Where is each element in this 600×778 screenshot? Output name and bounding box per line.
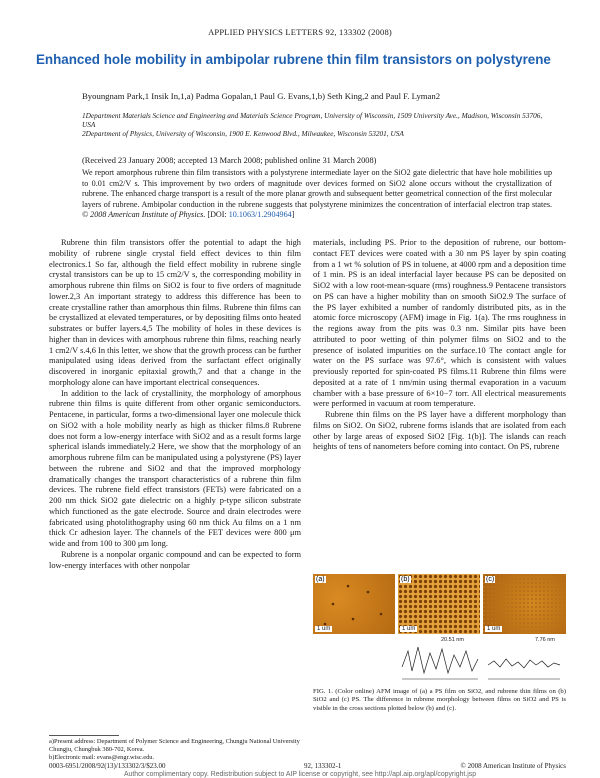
abstract-body: We report amorphous rubrene thin film transistors with a polystyrene intermediate layer on the SiO2 gate dielectric that have hole mobilities up to 0.01 cm2/V s. This improvement by two orders of magnitude over devices formed on SiO2 alone occurs without the crystallization of rubrene. The enhanced charge transport is a result of the more planar growth and subsequent better geometrical connection of the first molecular layers of rubrene. Ambipolar conduction in the rubrene suggests that polystyrene minimizes the concentration of interfacial electron trap states. (82, 168, 552, 209)
paragraph: materials, including PS. Prior to the deposition of rubrene, our bottom-contact FET devices were coated with a 30 nm PS layer by spin coating from a 1 wt % solution of PS in toluene, at 4000 rpm and a deposition time of 1 min. PS is an ideal interfacial layer because PS can be deposited on SiO2 with a low root-mean-square (rms) roughness.9 Pentacene transistors on PS can have a higher mobility than on smooth SiO2.9 The surface of the PS layer exhibited a number of randomly distributed pits, as in the atomic force microscopy (AFM) image in Fig. 1(a). The rms roughness in the regions away from the pits was 0.3 nm. Similar pits have been attributed to poor wetting of thin polymer films on SiO2 and to the presence of isolated impurities on the surface.10 The contact angle for water on the PS surface was 97.6°, which is consistent with values previously reported for spin-coated PS films.11 Rubrene thin films were deposited at a rate of 1 nm/min using thermal evaporation in a vacuum chamber with a base pressure of 6×10−7 torr. All electrical measurements were performed in vacuum at room temperature. (313, 238, 566, 409)
afm-panel-b (398, 574, 480, 634)
afm-panel-c (483, 574, 566, 634)
profile-label-c: 7.76 nm (535, 637, 555, 643)
abstract (82, 168, 552, 221)
cross-section-profiles (398, 637, 566, 685)
doi-suffix: ] (291, 210, 295, 220)
journal-header: APPLIED PHYSICS LETTERS 92, 133302 (2008) (208, 27, 392, 37)
paragraph: Rubrene thin films on the PS layer have a different morphology than films on SiO2. On SiO2, rubrene forms islands that are isolated from each other by large areas of exposed SiO2 [Fig. 1(b)]. The islands can reach heights of tens of nanometers before coming into contact. On PS, rubrene (313, 410, 566, 452)
footnote-a: a)Present address: Department of Polymer Science and Engineering, Chungju National University Chungju, Chungbuk 380-702, Korea. (49, 738, 300, 753)
footer-page: 92, 133302-1 (304, 762, 342, 770)
footnotes (49, 738, 301, 762)
paper-title: Enhanced hole mobility in ambipolar rubrene thin film transistors on polystyrene (36, 52, 551, 67)
scale-bar: 1 um (487, 626, 501, 632)
scale-bar: 1 um (402, 626, 416, 632)
doi-prefix: [DOI: (207, 210, 229, 220)
redistribution-notice: Author complimentary copy. Redistribution subject to AIP license or copyright, see http://apl.aip.org/apl/copyright.jsp (123, 771, 477, 778)
received-dates: (Received 23 January 2008; accepted 13 March 2008; published online 31 March 2008) (82, 156, 377, 165)
affiliation-2: 2Department of Physics, University of Wisconsin, 1900 E. Kenwood Blvd., Milwaukee, Wisconsin 53201, USA (82, 129, 404, 139)
afm-texture-b (398, 574, 480, 634)
paragraph: Rubrene is a nonpolar organic compound and can be expected to form low-energy interfaces with other nonpolar (49, 549, 301, 570)
left-column (49, 238, 301, 571)
footer-copyright: © 2008 American Institute of Physics (460, 762, 566, 770)
afm-figure (313, 574, 566, 686)
paragraph: Rubrene thin film transistors offer the potential to adapt the high mobility of rubrene single crystal field effect devices to thin film electronics.1 So far, although the field effect mobility in rubrene single crystal transistors can be up to 15 cm2/V s, the corresponding mobility in amorphous rubrene thin films on SiO2 is four to five orders of magnitude lower.2,3 An important strategy to address this difference has been to create crystalline rather than amorphous thin films. Rubrene thin films can be crystallized at elevated temperatures, or by depositing films onto heated substrates or buffer layers.4,5 The mobility of holes in these devices is higher than in devices with amorphous rubrene thin films, reaching nearly 1 cm2/V s.4,6 In this letter, we show that the growth process can be further manipulated using ideas derived from the surfactant effect originally discovered in inorganic epitaxial growth,7 and that a change in the morphology alone can have important electrical consequences. (49, 238, 301, 387)
author-list: Byoungnam Park,1 Insik In,1,a) Padma Gopalan,1 Paul G. Evans,1,b) Seth King,2 and Paul F. Lyman2 (82, 91, 441, 101)
footer-issn: 0003-6951/2008/92(13)/133302/3/$23.00 (49, 762, 166, 770)
abstract-copyright: © 2008 American Institute of Physics. (82, 210, 206, 220)
affiliations (82, 111, 552, 139)
panel-label: (b) (401, 576, 410, 583)
affiliation-1: 1Department Materials Science and Engineering and Materials Science Program, University of Wisconsin, 1509 University Ave., Madison, Wisconsin 53706, USA (82, 111, 543, 130)
afm-texture-c (483, 574, 566, 634)
footnote-rule (49, 735, 119, 736)
scale-bar: 1 um (317, 626, 331, 632)
panel-label: (c) (486, 576, 495, 583)
doi-link[interactable]: 10.1063/1.2904964 (228, 210, 292, 220)
figure-caption: FIG. 1. (Color online) AFM image of (a) a PS film on SiO2, and rubrene thin films on (b) SiO2 and (c) PS. The difference in rubrene morphology between films on SiO2 and PS is visible in the cross sections plotted below (b) and (c). (313, 688, 566, 712)
panel-label: (a) (316, 576, 325, 583)
footnote-b: b)Electronic mail: evans@engr.wisc.edu. (49, 754, 155, 761)
profile-label-b: 20.51 nm (441, 637, 464, 643)
afm-texture-a (313, 574, 395, 634)
paragraph: In addition to the lack of crystallinity, the morphology of amorphous rubrene thin films is quite different from other organic semiconductors. Pentacene, in particular, forms a two-dimensional layer one molecule thick on SiO2 with a hole mobility nearly as high as thicker films.8 Rubrene does not form a low-energy interface with SiO2 and as a result forms large spherical islands immediately.2 Here, we show that the morphology of an amorphous rubrene film can be manipulated using a polystyrene (PS) layer between the rubrene and SiO2 and that the improved morphology dramatically changes the transport characteristics of a rubrene thin film devices. The rubrene field effect transistors (FETs) were fabricated on a 200 nm thick SiO2 gate dielectric on a highly p-type silicon substrate which functioned as the gate electrode. Source and drain electrodes were fabricated using photolithography using 60 nm thick Au films on a 1 nm thick Cr adhesion layer. The channels of the FET devices were 800 μm wide and from 100 to 300 μm long. (49, 388, 301, 548)
right-column (313, 238, 566, 453)
afm-panel-a (313, 574, 395, 634)
